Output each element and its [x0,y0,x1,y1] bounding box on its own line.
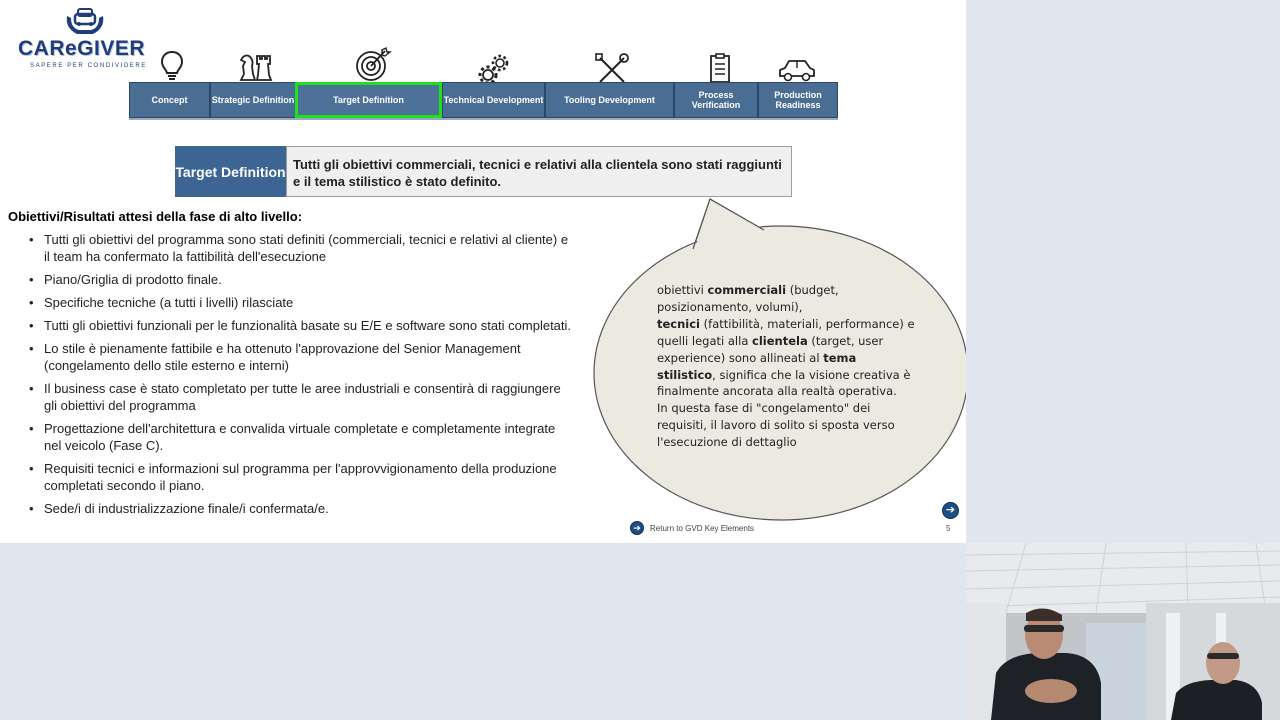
target-icon [352,46,392,82]
page-number: 5 [946,524,951,533]
caregiver-logo [16,6,154,72]
webcam-scene-image [966,543,1280,720]
objective-item: • Sede/i di industrializzazione finale/i confermata/e. [26,500,576,517]
phase-technical-development[interactable]: Technical Development [442,82,545,118]
arrow-left-icon: ➔ [630,521,644,535]
target-label: Target Definition [175,146,286,197]
webcam-video [966,543,1280,720]
logo-wordmark: CAReGIVER [18,37,146,60]
next-arrow-button[interactable]: ➔ [942,502,959,519]
hands-car-logo-icon [63,6,107,38]
target-description: Tutti gli obiettivi commerciali, tecnici e relativi alla clientela sono stati raggiunti e il tema stilistico è stato definito. [286,146,792,197]
objective-item: • Lo stile è pienamente fattibile e ha ottenuto l'approvazione del Senior Management (congelamento dello stile esterno e interni) [26,340,576,374]
objective-item: • Progettazione dell'architettura e convalida virtuale completate e completamente integrate nel veicolo (Fase C). [26,420,576,454]
lightbulb-icon [152,48,192,84]
objective-item: • Requisiti tecnici e informazioni sul programma per l'approvvigionamento della produzione completati secondo il piano. [26,460,576,494]
phase-process-verification[interactable]: Process Verification [674,82,758,118]
objective-item: • Tutti gli obiettivi funzionali per le funzionalità basate su E/E e software sono stati completati. [26,317,576,334]
objective-item: • Specifiche tecniche (a tutti i livelli) rilasciate [26,294,576,311]
speech-bubble-text: obiettivi commerciali (budget, posizionamento, volumi), tecnici (fattibilità, materiali, performance) e quelli legati alla clientela (target, user experience) sono allineati al tema stilistico, significa che la visione creativa è finalmente ancorata alla realtà operativa. In questa fase di "congelamento" dei requisiti, il lavoro di solito si sposta verso l'esecuzione di dettaglio [657,283,915,450]
return-label: Return to GVD Key Elements [650,523,755,533]
phase-production-readiness[interactable]: Production Readiness [758,82,838,118]
objective-item: • Piano/Griglia di prodotto finale. [26,271,576,288]
objective-item: • Il business case è stato completato per tutte le aree industriali e consentirà di raggiungere gli obiettivi del programma [26,380,576,414]
chess-pieces-icon [235,48,275,84]
return-link[interactable] [630,521,754,535]
phase-target-definition[interactable]: Target Definition [295,82,442,118]
phase-strategic-definition[interactable]: Strategic Definition [210,82,296,118]
objectives-list [26,231,576,523]
phase-tooling-development[interactable]: Tooling Development [545,82,674,118]
phase-concept[interactable]: Concept [129,82,210,118]
objective-item: • Tutti gli obiettivi del programma sono stati definiti (commerciali, tecnici e relativi al cliente) e il team ha confermato la fattibilità dell'esecuzione [26,231,576,265]
logo-tagline: SAPERE PER CONDIVIDERE [30,63,147,69]
objectives-heading: Obiettivi/Risultati attesi della fase di alto livello: [8,209,303,224]
